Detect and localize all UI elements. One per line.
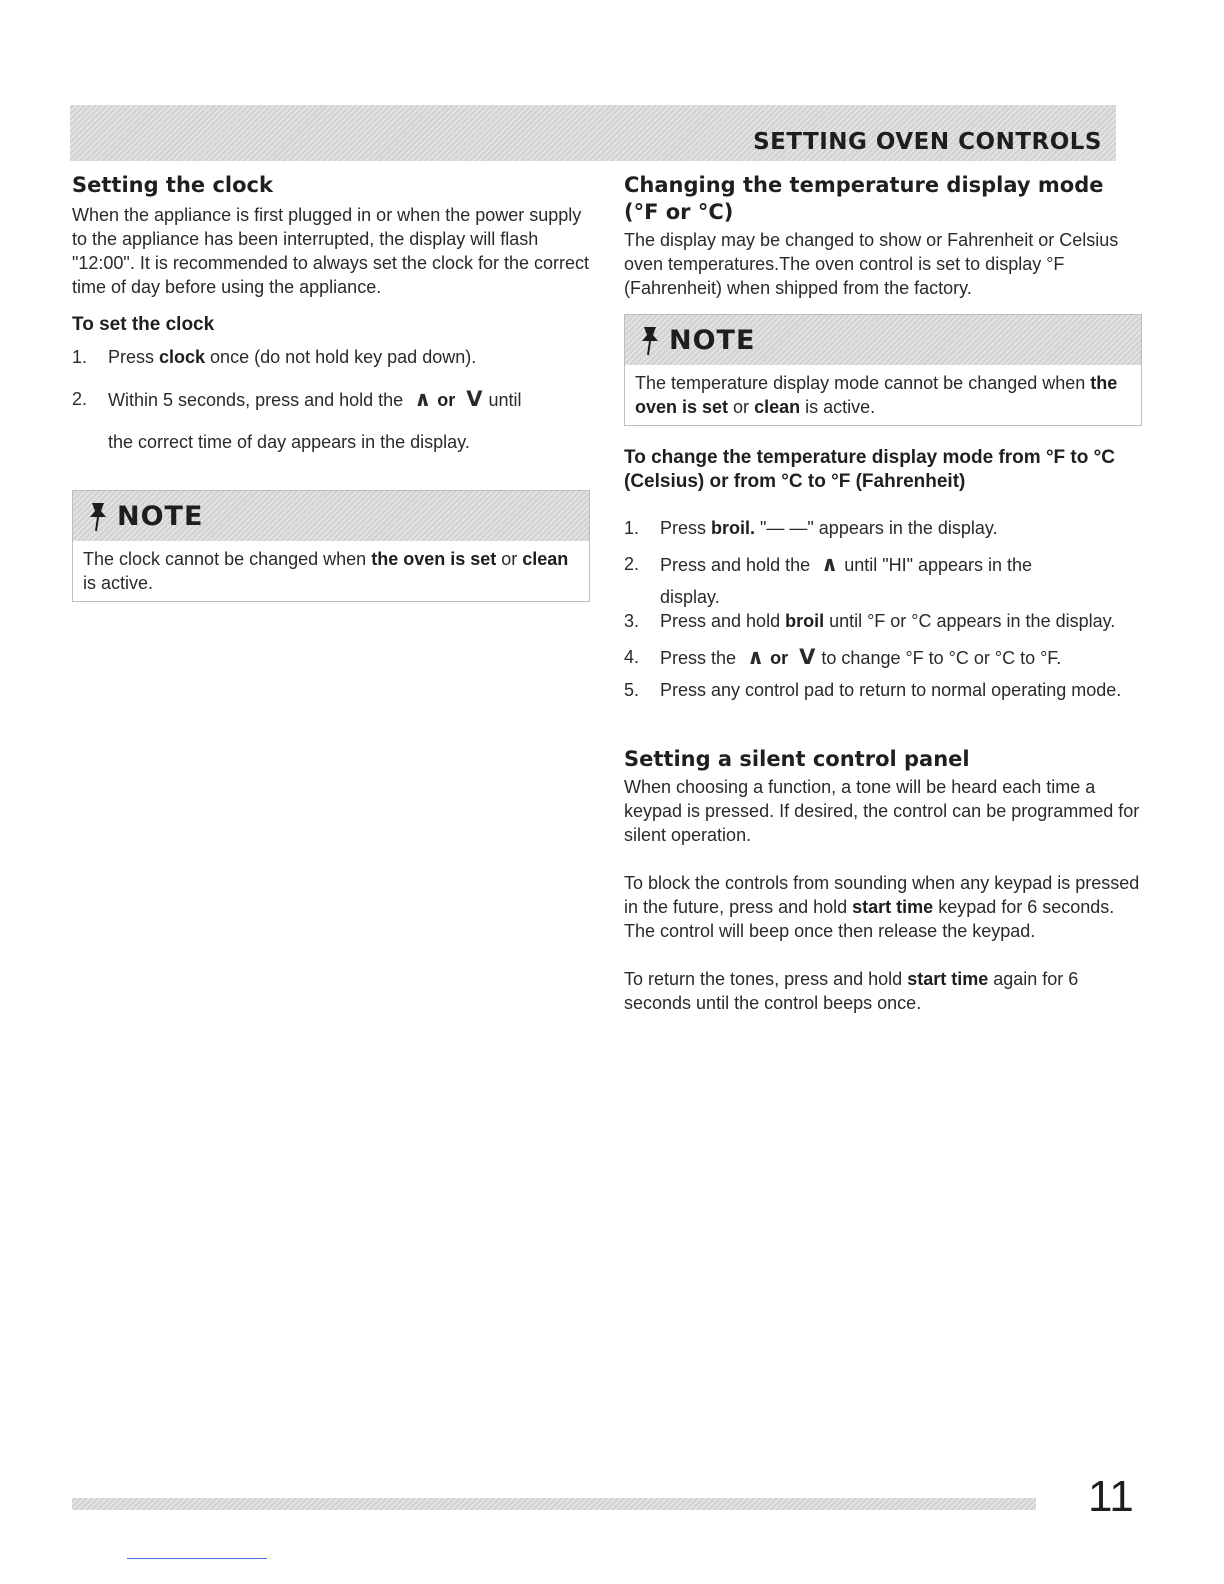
list-item: 2. Within 5 seconds, press and hold the ∧ or V until the correct time of day appears in the display. xyxy=(72,387,522,452)
header-band xyxy=(70,105,1116,161)
pushpin-icon xyxy=(87,501,109,533)
note-header xyxy=(73,491,589,541)
temp-note xyxy=(624,314,1142,426)
clock-intro: When the appliance is first plugged in or when the power supply to the appliance has been interrupted, the display will flash "12:00". It is recommended to always set the clock for the correct time of day before using the appliance. xyxy=(72,205,590,297)
note-text: The clock cannot be changed when the oven is set or clean is active. xyxy=(83,549,569,593)
down-arrow-icon: V xyxy=(799,645,816,669)
divider xyxy=(127,1558,267,1559)
list-item: 4. Press the ∧ or V to change °F to °C or °C to °F. xyxy=(624,645,1062,669)
left-column xyxy=(72,172,592,602)
temp-mode-heading: Changing the temperature display mode (°F or °C) xyxy=(624,173,1104,224)
footer-band xyxy=(72,1498,1036,1510)
list-item: 5. Press any control pad to return to normal operating mode. xyxy=(624,680,1122,700)
pushpin-icon xyxy=(639,325,661,357)
section-title: SETTING OVEN CONTROLS xyxy=(753,129,1102,155)
down-arrow-icon: V xyxy=(466,387,483,411)
silent-p3: To return the tones, press and hold start time again for 6 seconds until the control beeps once. xyxy=(624,969,1079,1013)
temp-mode-steps xyxy=(624,516,1144,702)
up-arrow-icon: ∧ xyxy=(414,387,432,411)
up-arrow-icon: ∧ xyxy=(821,552,839,576)
temp-mode-subheading: To change the temperature display mode from °F to °C (Celsius) or from °C to °F (Fahrenheit) xyxy=(624,447,1115,492)
note-label: NOTE xyxy=(117,501,204,532)
silent-p2: To block the controls from sounding when any keypad is pressed in the future, press and hold start time keypad for 6 seconds. The control will beep once then release the keypad. xyxy=(624,873,1140,941)
list-item: 1. Press clock once (do not hold key pad down). xyxy=(72,347,477,367)
silent-p1: When choosing a function, a tone will be heard each time a keypad is pressed. If desired, the control can be programmed for silent operation. xyxy=(624,777,1140,845)
note-header xyxy=(625,315,1141,365)
clock-note xyxy=(72,490,590,602)
clock-subheading: To set the clock xyxy=(72,314,215,335)
clock-heading: Setting the clock xyxy=(72,173,273,197)
temp-mode-intro: The display may be changed to show or Fahrenheit or Celsius oven temperatures.The oven control is set to display °F (Fahrenheit) when shipped from the factory. xyxy=(624,230,1119,298)
list-item: 3. Press and hold broil until °F or °C appears in the display. xyxy=(624,611,1116,631)
list-item: 2. Press and hold the ∧ until "HI" appears in the display. xyxy=(624,552,1033,607)
clock-steps xyxy=(72,345,592,454)
up-arrow-icon: ∧ xyxy=(747,645,765,669)
right-column xyxy=(624,172,1144,1015)
silent-panel-heading: Setting a silent control panel xyxy=(624,747,970,771)
list-item: 1. Press broil. "— —" appears in the display. xyxy=(624,518,998,538)
note-label: NOTE xyxy=(669,325,756,356)
note-text: The temperature display mode cannot be changed when the oven is set or clean is active. xyxy=(635,373,1118,417)
page-number: 11 xyxy=(1088,1472,1134,1521)
